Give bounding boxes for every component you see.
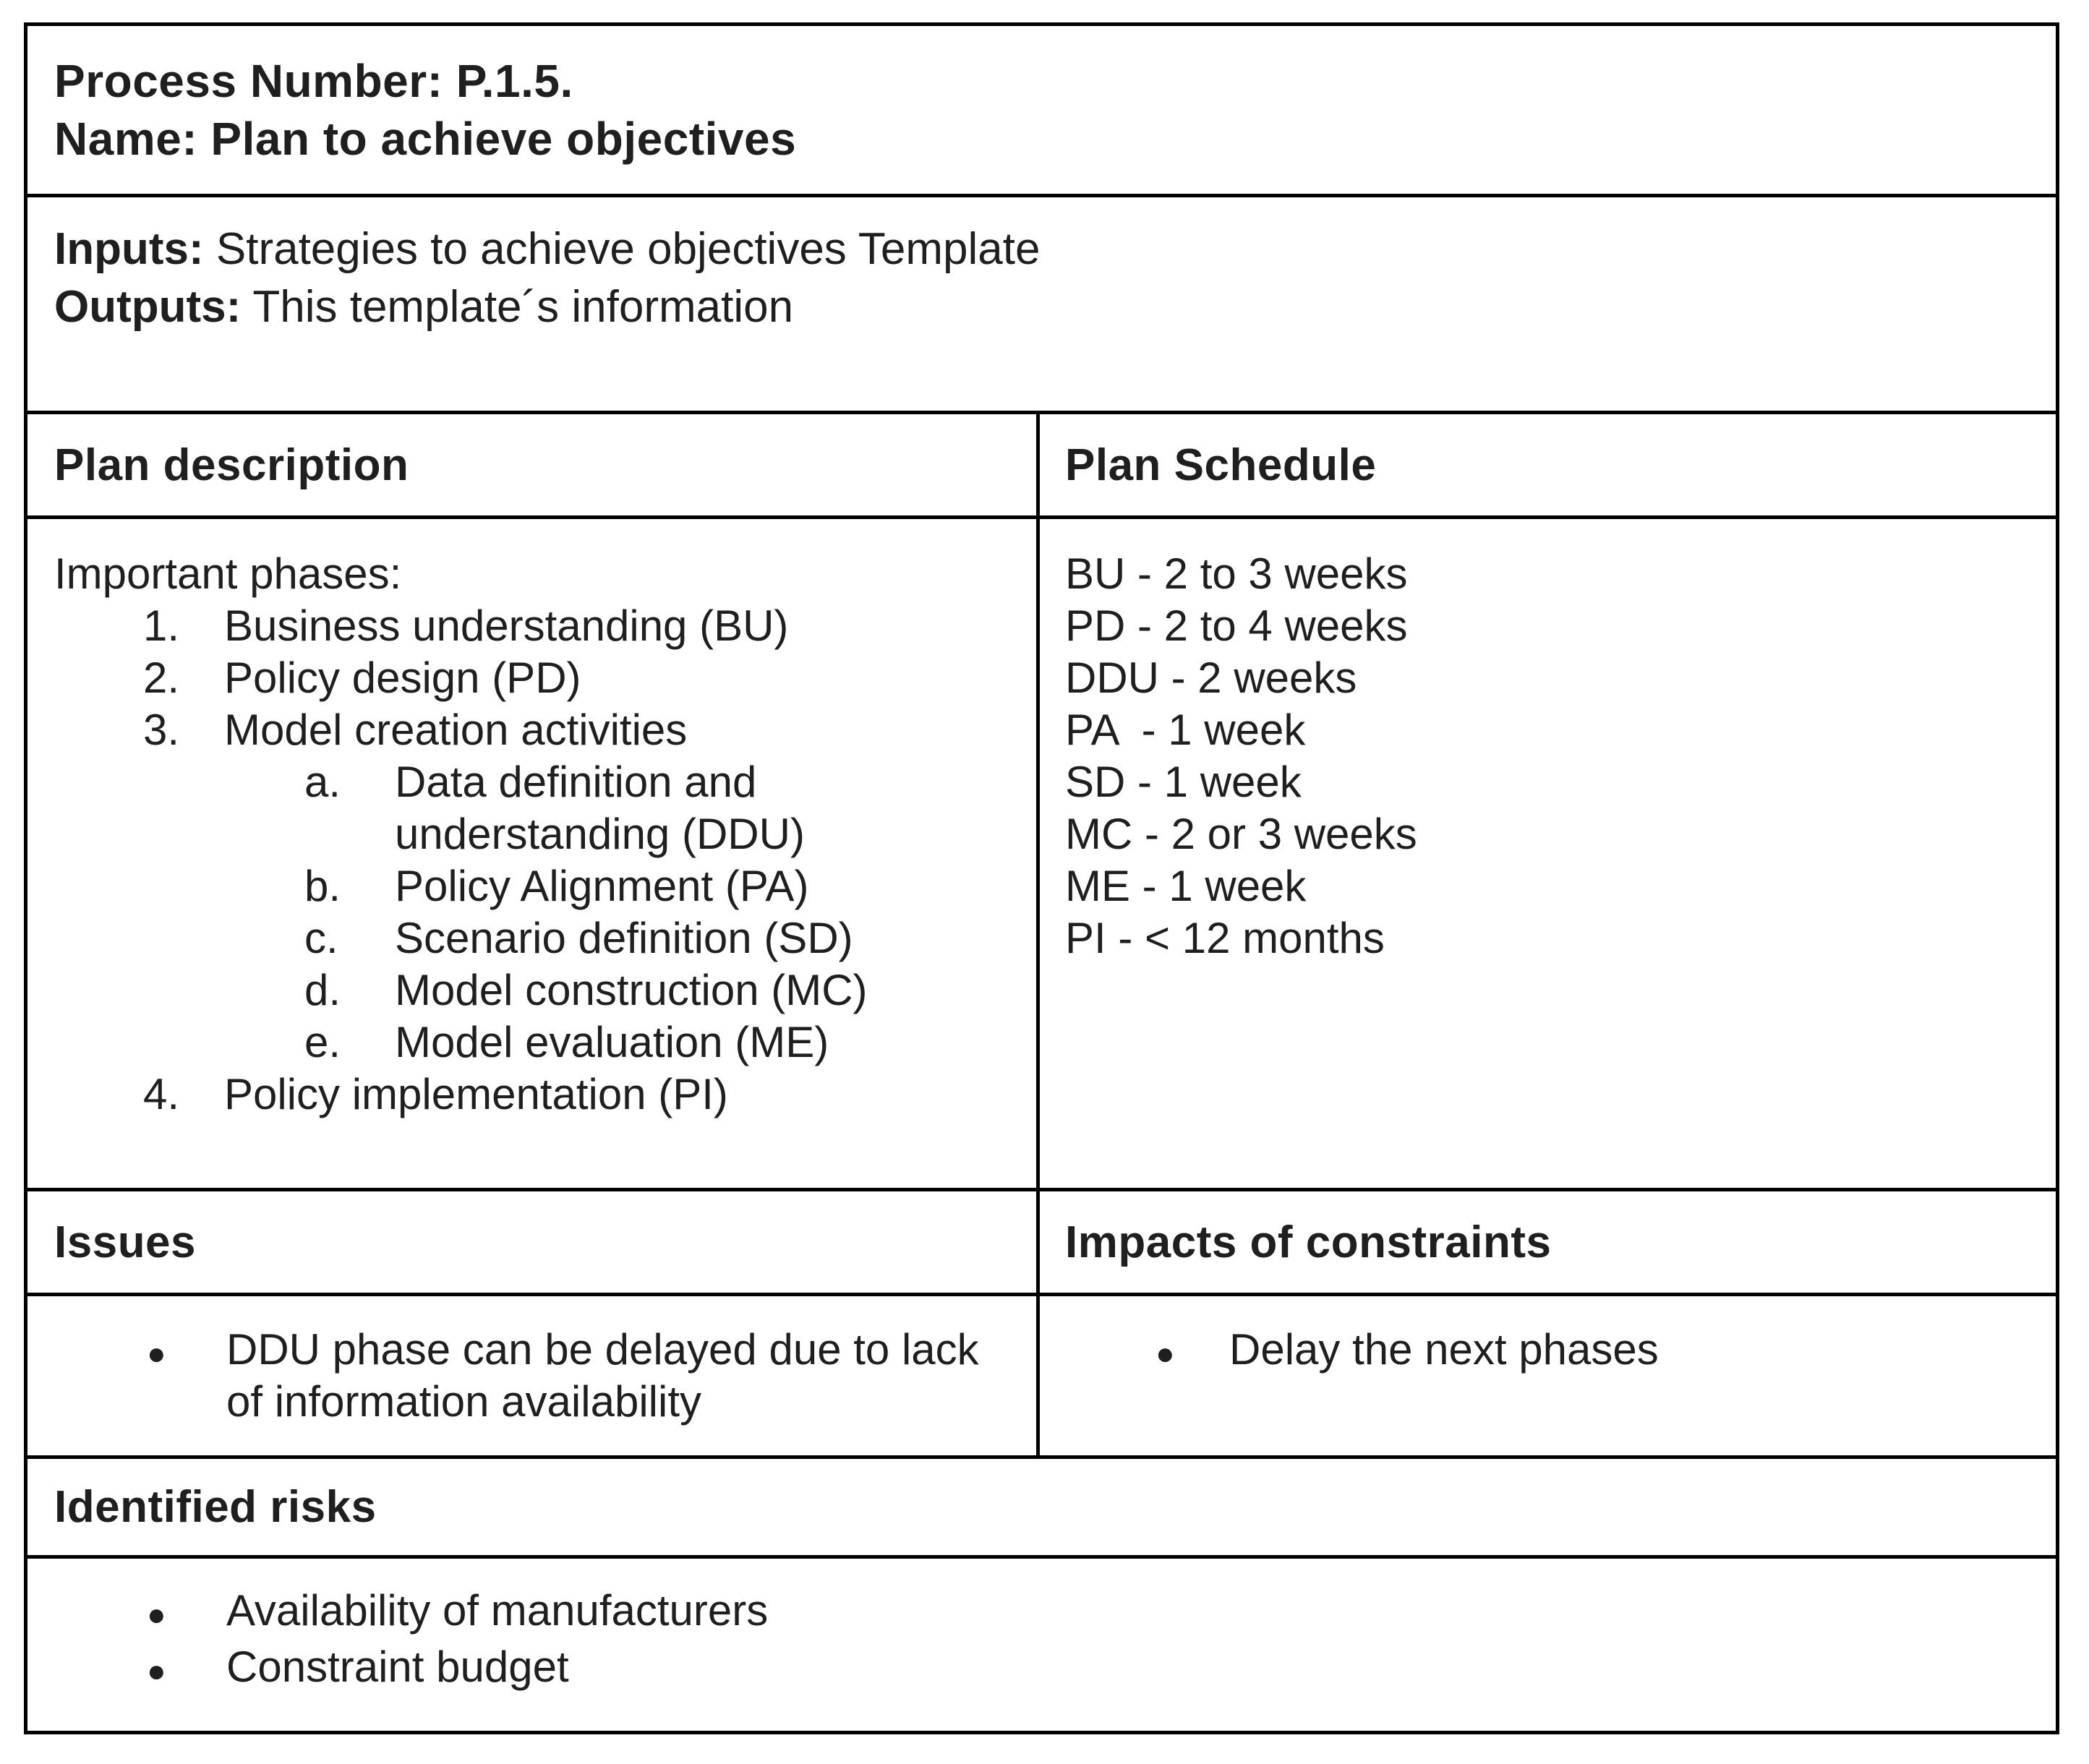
process-number-label: Process Number: xyxy=(54,55,443,107)
plan-intro: Important phases: xyxy=(54,549,402,598)
plan-schedule-header-label: Plan Schedule xyxy=(1065,440,1377,490)
issues-header xyxy=(27,1191,1040,1293)
plan-description-header xyxy=(27,414,1040,515)
plan-content-row xyxy=(27,515,2056,1188)
list-marker: d. xyxy=(304,966,341,1014)
outputs-label: Outputs: xyxy=(54,282,242,332)
issues-content-row xyxy=(27,1293,2056,1455)
list-marker: 4. xyxy=(143,1070,180,1118)
risks-content-row xyxy=(27,1555,2056,1731)
title-row xyxy=(27,26,2056,194)
plan-subphase-item xyxy=(27,1016,1036,1069)
plan-phase-item xyxy=(27,652,1036,704)
inputs-line xyxy=(54,220,2056,278)
issues-header-row xyxy=(27,1188,2056,1293)
io-cell xyxy=(27,197,2056,411)
plan-subphase-item xyxy=(27,964,1036,1016)
plan-schedule-header xyxy=(1040,414,2056,515)
impacts-header-label: Impacts of constraints xyxy=(1065,1217,1552,1267)
plan-phase-item xyxy=(27,704,1036,756)
plan-subphase-item xyxy=(27,912,1036,964)
bullet-icon: ● xyxy=(147,1653,166,1689)
issues-header-label: Issues xyxy=(54,1217,197,1267)
list-marker: 2. xyxy=(143,654,180,702)
process-number-value: P.1.5. xyxy=(456,55,573,107)
plan-subphase-item xyxy=(27,756,1036,860)
risk-text: Availability of manufacturers xyxy=(226,1586,769,1635)
list-text: Model creation activities xyxy=(224,706,688,754)
process-name-value: Plan to achieve objectives xyxy=(210,113,797,165)
title-cell xyxy=(27,26,2056,194)
schedule-line: ME - 1 week xyxy=(1065,862,1307,910)
risks-cell xyxy=(27,1559,2056,1731)
list-marker: a. xyxy=(304,758,341,806)
plan-description-header-label: Plan description xyxy=(54,440,409,490)
schedule-line: DDU - 2 weeks xyxy=(1065,654,1357,702)
risk-text: Constraint budget xyxy=(226,1643,569,1691)
bullet-icon: ● xyxy=(147,1597,166,1632)
list-text: Scenario definition (SD) xyxy=(395,914,853,962)
plan-phase-item xyxy=(27,1069,1036,1121)
list-marker: b. xyxy=(304,862,341,910)
issue-item xyxy=(27,1324,1036,1428)
schedule-line: PD - 2 to 4 weeks xyxy=(1065,601,1408,650)
risks-header-label: Identified risks xyxy=(54,1482,377,1532)
bullet-icon: ● xyxy=(1155,1336,1175,1371)
schedule-line: MC - 2 or 3 weeks xyxy=(1065,810,1417,858)
risks-header xyxy=(27,1459,2056,1555)
list-marker: 3. xyxy=(143,706,180,754)
impact-item xyxy=(1040,1324,2056,1380)
list-text: Policy implementation (PI) xyxy=(224,1070,728,1118)
list-text: Model evaluation (ME) xyxy=(395,1018,829,1066)
list-marker: c. xyxy=(304,914,338,962)
outputs-line xyxy=(54,278,2056,336)
inputs-value: Strategies to achieve objectives Template xyxy=(215,224,1041,274)
outputs-value: This template´s information xyxy=(252,282,794,332)
issues-cell xyxy=(27,1296,1040,1455)
list-text: Business understanding (BU) xyxy=(224,601,789,650)
schedule-line: SD - 1 week xyxy=(1065,758,1302,806)
list-text: Model construction (MC) xyxy=(395,966,868,1014)
list-text: Policy Alignment (PA) xyxy=(395,862,809,910)
risk-item xyxy=(27,1585,2056,1641)
plan-phase-item xyxy=(27,600,1036,652)
impacts-header xyxy=(1040,1191,2056,1293)
schedule-line: PA - 1 week xyxy=(1065,706,1306,754)
process-table xyxy=(24,22,2059,1734)
risk-item xyxy=(27,1641,2056,1697)
schedule-line: PI - < 12 months xyxy=(1065,914,1385,962)
impacts-cell xyxy=(1040,1296,2056,1455)
plan-schedule-cell xyxy=(1040,519,2056,1188)
io-row xyxy=(27,194,2056,411)
process-number-line xyxy=(54,52,2056,110)
process-name-label: Name: xyxy=(54,113,198,165)
plan-description-cell xyxy=(27,519,1040,1188)
list-text: Policy design (PD) xyxy=(224,654,581,702)
schedule-line: BU - 2 to 3 weeks xyxy=(1065,549,1408,598)
impact-text: Delay the next phases xyxy=(1229,1325,1659,1374)
inputs-label: Inputs: xyxy=(54,224,204,274)
issue-text: DDU phase can be delayed due to lack of information availability xyxy=(226,1325,979,1426)
plan-header-row xyxy=(27,411,2056,515)
risks-header-row xyxy=(27,1455,2056,1555)
list-text: Data definition and understanding (DDU) xyxy=(395,758,805,858)
bullet-icon: ● xyxy=(147,1336,166,1371)
list-marker: 1. xyxy=(143,601,180,650)
plan-subphase-item xyxy=(27,860,1036,912)
process-name-line xyxy=(54,110,2056,168)
list-marker: e. xyxy=(304,1018,341,1066)
